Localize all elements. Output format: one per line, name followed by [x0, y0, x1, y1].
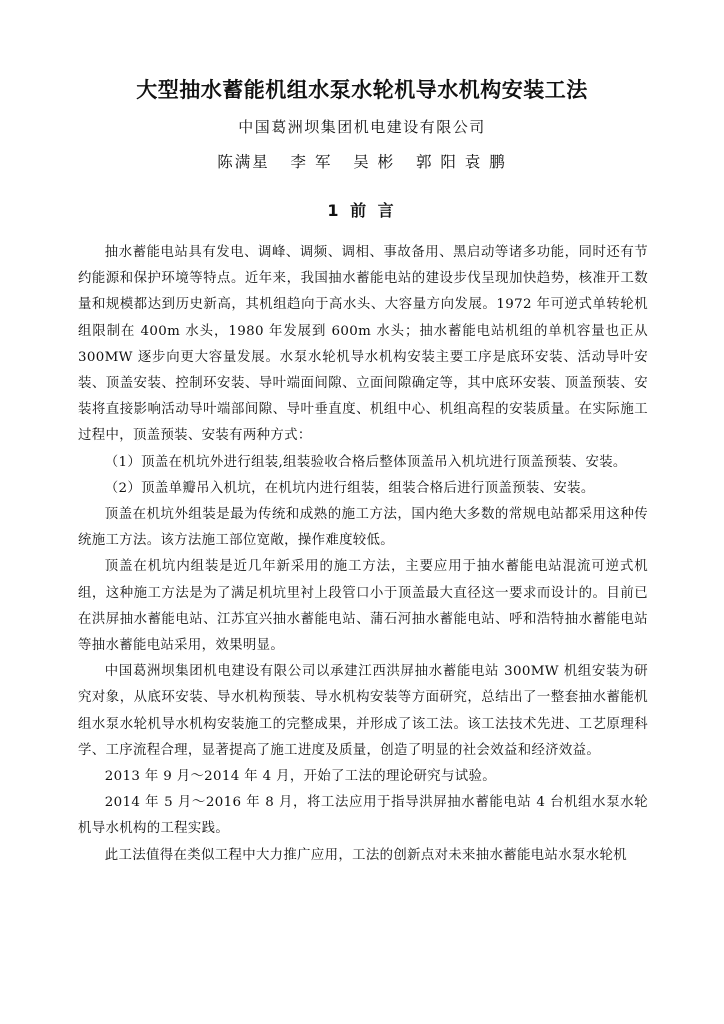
- paragraph: 中国葛洲坝集团机电建设有限公司以承建江西洪屏抽水蓄能电站 300MW 机组安装为研究对象，从底环安装、导水机构预装、导水机构安装等方面研究，总结出了一整套抽水蓄能机组水泵水轮机导水机构安装施工的完整成果，并形成了该工法。该工法技术先进、工艺原理科学、工序流程合理，显著提高了施工进度及质量，创造了明显的社会效益和经济效益。: [78, 664, 648, 758]
- paragraph: 2014 年 5 月～2016 年 8 月，将工法应用于指导洪屏抽水蓄能电站 4 台机组水泵水轮机导水机构的工程实践。: [78, 795, 648, 837]
- author-list: 陈满星 李 军 吴 彬 郭 阳 袁 鹏: [217, 153, 507, 171]
- document-title: 大型抽水蓄能机组水泵水轮机导水机构安装工法: [136, 78, 588, 102]
- paragraph: 顶盖在机坑外组装是最为传统和成熟的施工方法，国内绝大多数的常规电站都采用这种传统施工方法。该方法施工部位宽敞，操作难度较低。: [78, 507, 648, 549]
- paragraph: 顶盖在机坑内组装是近几年新采用的施工方法，主要应用于抽水蓄能电站混流可逆式机组，这种施工方法是为了满足机坑里衬上段管口小于顶盖最大直径这一要求而设计的。目前已在洪屏抽水蓄能电站、江苏宜兴抽水蓄能电站、蒲石河抽水蓄能电站、呼和浩特抽水蓄能电站等抽水蓄能电站采用，效果明显。: [78, 559, 648, 654]
- document-body: [78, 240, 648, 869]
- organization-name: 中国葛洲坝集团机电建设有限公司: [238, 118, 486, 136]
- paragraph: 此工法值得在类似工程中大力推广应用，工法的创新点对未来抽水蓄能电站水泵水轮机: [104, 847, 627, 863]
- paragraph: （2）顶盖单瓣吊入机坑，在机坑内进行组装，组装合格后进行顶盖预装、安装。: [104, 480, 595, 496]
- section-heading: 1 前 言: [327, 201, 397, 220]
- paragraph: 抽水蓄能电站具有发电、调峰、调频、调相、事故备用、黑启动等诸多功能，同时还有节约能源和保护环境等特点。近年来，我国抽水蓄能电站的建设步伐呈现加快趋势，核准开工数量和规模都达到历史新高，其机组趋向于高水头、大容量方向发展。1972 年可逆式单转轮机组限制在 400m 水头，1980 年发展到 600m 水头；抽水蓄能电站机组的单机容量也正从 300MW 逐步向更大容量发展。水泵水轮机导水机构安装主要工序是底环安装、活动导叶安装、顶盖安装、控制环安装、导叶端面间隙、立面间隙确定等，其中底环安装、顶盖预装、安装将直接影响活动导叶端部间隙、导叶垂直度、机组中心、机组高程的安装质量。在实际施工过程中，顶盖预装、安装有两种方式：: [78, 245, 648, 444]
- paragraph: 2013 年 9 月～2014 年 4 月，开始了工法的理论研究与试验。: [104, 769, 496, 785]
- paragraph: （1）顶盖在机坑外进行组装,组装验收合格后整体顶盖吊入机坑进行顶盖预装、安装。: [104, 454, 627, 470]
